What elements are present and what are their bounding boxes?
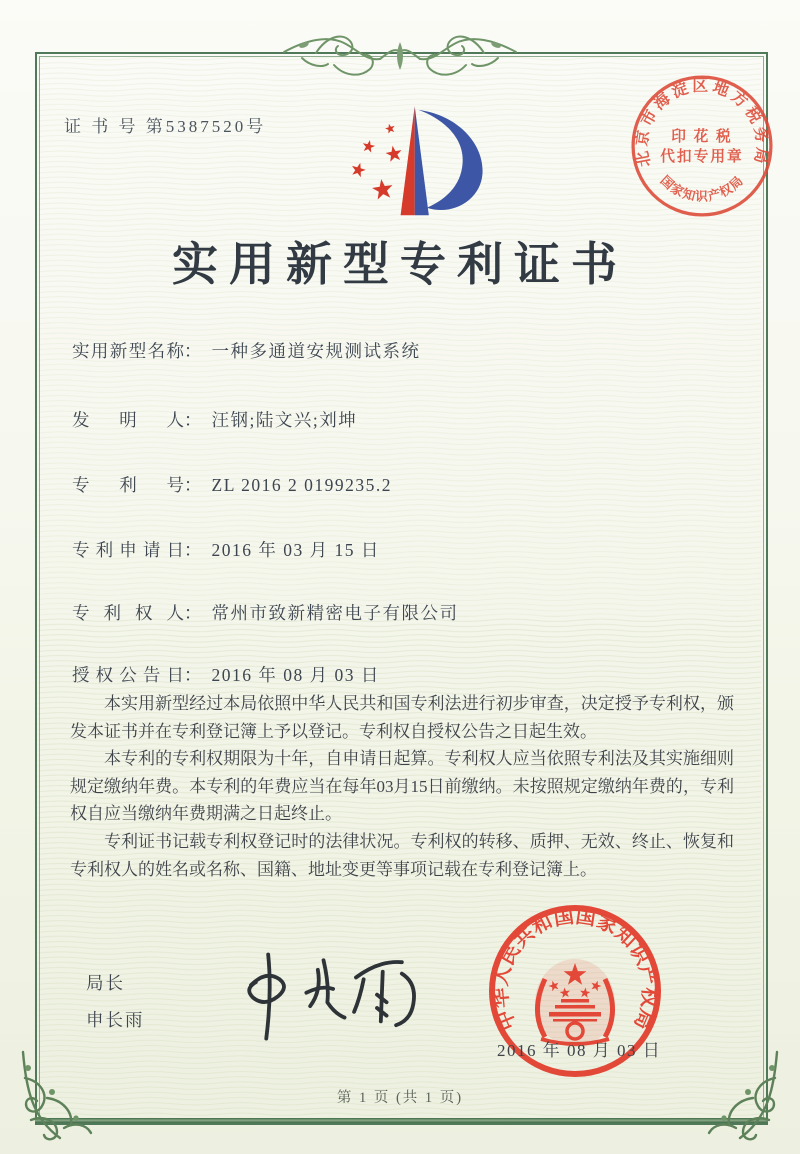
field-row-patentee: [72, 600, 459, 625]
field-label: 授权公告日: [72, 665, 184, 685]
field-row-patent-number: [72, 472, 392, 497]
field-value: ZL 2016 2 0199235.2: [211, 475, 392, 495]
cnipa-logo-icon: [330, 100, 490, 228]
legal-text-block: [70, 690, 734, 883]
tax-stamp-arc-bottom-text: 国家知识产权局: [657, 173, 747, 204]
director-title: 局长: [86, 973, 125, 993]
legal-paragraph-2: 本专利的专利权期限为十年，自申请日起算。专利权人应当依照专利法及其实施细则规定缴纳年费。本专利的年费应当在每年03月15日前缴纳。未按照规定缴纳年费的，专利权自应当缴纳年费期满之日起终止。: [70, 749, 734, 824]
field-label: 实用新型名称: [72, 341, 184, 361]
legal-paragraph-3: 专利证书记载专利权登记时的法律状况。专利权的转移、质押、无效、终止、恢复和专利权人的姓名或名称、国籍、地址变更等事项记载在专利登记簿上。: [70, 831, 734, 879]
tax-stamp-arc-top-text: 北京市海淀区地方税务局: [633, 78, 771, 169]
field-colon: ：: [184, 665, 202, 685]
tax-stamp-line2: 代扣专用章: [660, 149, 744, 166]
field-row-grant-date: [72, 662, 380, 687]
field-value: 一种多通道安规测试系统: [211, 341, 421, 361]
tax-stamp-line1: 印 花 税: [671, 128, 733, 145]
field-label: 专利权人: [72, 603, 184, 623]
national-emblem-icon: [535, 959, 615, 1047]
field-value: 常州市致新精密电子有限公司: [211, 603, 459, 623]
field-colon: ：: [184, 603, 202, 623]
field-colon: ：: [184, 410, 202, 430]
border-frame-bottom-bar: [35, 1118, 768, 1123]
seal-date: 2016 年 08 月 03 日: [497, 1041, 662, 1060]
field-label: 专利申请日: [72, 540, 184, 560]
page-number: 第 1 页 (共 1 页): [336, 1090, 464, 1106]
field-label: 专利号: [72, 475, 184, 495]
tax-stamp-seal: [626, 70, 778, 222]
svg-text:国家知识产权局: [658, 173, 747, 203]
field-colon: ：: [184, 341, 202, 361]
field-value: 汪钢;陆文兴;刘坤: [211, 410, 358, 430]
field-value: 2016 年 03 月 15 日: [211, 540, 380, 560]
certificate-number: 证 书 号 第5387520号: [64, 117, 267, 136]
field-label: 发明人: [72, 410, 184, 430]
top-scroll-ornament: [282, 22, 518, 82]
seal-ring-text: 中华人民共和国国家知识产权局: [489, 905, 661, 1034]
field-value: 2016 年 08 月 03 日: [211, 665, 380, 685]
director-signature: [222, 945, 427, 1050]
director-name: 申长雨: [86, 1010, 145, 1030]
field-row-filing-date: [72, 537, 380, 562]
legal-paragraph-1: 本实用新型经过本局依照中华人民共和国专利法进行初步审查，决定授予专利权，颁发本证书并在专利登记簿上予以登记。专利权自授权公告之日起生效。: [70, 694, 734, 741]
certificate-title: 实用新型专利证书: [172, 239, 628, 290]
field-colon: ：: [184, 540, 202, 560]
field-row-name: [72, 338, 421, 363]
field-row-inventors: [72, 407, 357, 432]
field-colon: ：: [184, 475, 202, 495]
